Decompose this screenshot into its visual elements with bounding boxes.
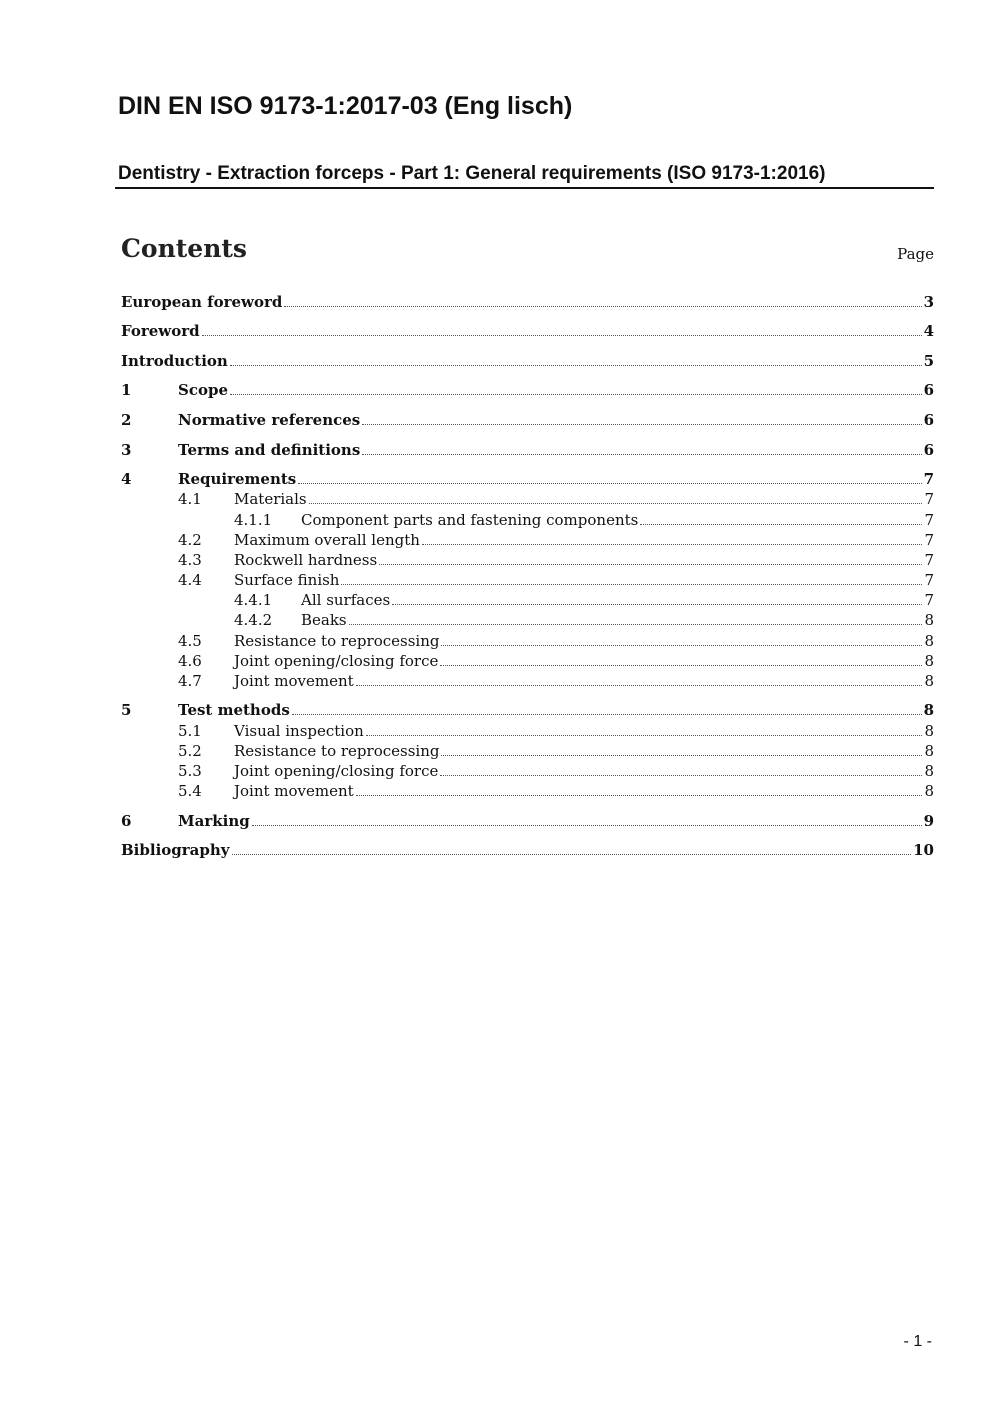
toc-entry-number: 4.1.1: [234, 511, 273, 529]
toc-entry-number: 4.4.2: [234, 611, 273, 629]
toc-leader: [440, 665, 922, 666]
toc-entry-label: Surface finish: [234, 571, 340, 589]
toc-entry[interactable]: [121, 511, 934, 531]
toc-entry-page: 7: [924, 490, 934, 508]
toc-entry-label: Materials: [234, 490, 307, 508]
toc-entry-label: All surfaces: [301, 591, 391, 609]
toc-leader: [230, 365, 922, 366]
toc-entry-number: 5.2: [178, 742, 202, 760]
toc-entry-page: 8: [923, 701, 934, 719]
toc-entry-number: 4.4: [178, 571, 202, 589]
toc-entry-number: 4.6: [178, 652, 202, 670]
toc-entry-number: 6: [121, 812, 132, 830]
toc-entry-number: 4.4.1: [234, 591, 273, 609]
toc-entry-label: Maximum overall length: [234, 531, 420, 549]
toc-entry-label: Joint opening/closing force: [234, 762, 439, 780]
toc-leader: [341, 584, 922, 585]
toc-entry[interactable]: [121, 490, 934, 510]
toc-entry[interactable]: [121, 611, 934, 631]
toc-entry-label: Joint movement: [234, 782, 354, 800]
toc-entry-page: 4: [923, 322, 934, 340]
toc-entry[interactable]: [121, 812, 934, 832]
toc-leader: [356, 685, 923, 686]
toc-entry[interactable]: [121, 632, 934, 652]
toc-entry-page: 8: [924, 742, 934, 760]
toc-leader: [230, 394, 922, 395]
toc-entry[interactable]: [121, 701, 934, 721]
toc-leader: [202, 335, 922, 336]
toc-leader: [284, 306, 921, 307]
document-title: DIN EN ISO 9173-1:2017-03 (Eng lisch): [118, 92, 573, 120]
toc-entry[interactable]: [121, 551, 934, 571]
toc-entry-number: 4.3: [178, 551, 202, 569]
toc-entry-label: Rockwell hardness: [234, 551, 378, 569]
toc-leader: [362, 424, 921, 425]
contents-heading: Contents: [121, 234, 248, 263]
toc-leader: [309, 503, 923, 504]
toc-entry-page: 5: [923, 352, 934, 370]
toc-entry-page: 7: [924, 591, 934, 609]
document-subtitle: Dentistry - Extraction forceps - Part 1: General requirements (ISO 9173-1:2016): [118, 163, 826, 184]
toc-entry-page: 8: [924, 611, 934, 629]
toc-leader: [392, 604, 922, 605]
toc-entry-page: 8: [924, 672, 934, 690]
toc-entry-label: Introduction: [121, 352, 228, 370]
toc-entry-label: Visual inspection: [234, 722, 364, 740]
toc-entry-page: 6: [923, 441, 934, 459]
toc-entry-label: Resistance to reprocessing: [234, 742, 440, 760]
toc-entry-label: European foreword: [121, 293, 283, 311]
toc-entry-page: 8: [924, 632, 934, 650]
toc-entry[interactable]: [121, 742, 934, 762]
toc-entry[interactable]: [121, 381, 934, 401]
title-divider: [115, 187, 934, 189]
toc-entry-label: Joint opening/closing force: [234, 652, 439, 670]
toc-entry-number: 2: [121, 411, 132, 429]
page-column-label: Page: [897, 245, 934, 263]
toc-entry-number: 4.7: [178, 672, 202, 690]
toc-entry-label: Scope: [178, 381, 229, 399]
toc-leader: [422, 544, 923, 545]
toc-entry[interactable]: [121, 762, 934, 782]
toc-entry[interactable]: [121, 672, 934, 692]
toc-leader: [640, 524, 922, 525]
toc-entry-page: 7: [924, 551, 934, 569]
toc-entry[interactable]: [121, 293, 934, 313]
toc-entry-label: Marking: [178, 812, 250, 830]
toc-leader: [292, 714, 922, 715]
toc-entry-page: 7: [924, 531, 934, 549]
toc-entry-number: 5: [121, 701, 132, 719]
toc-entry[interactable]: [121, 441, 934, 461]
toc-entry-number: 4: [121, 470, 132, 488]
toc-leader: [349, 624, 923, 625]
toc-entry-page: 8: [924, 722, 934, 740]
toc-entry-label: Joint movement: [234, 672, 354, 690]
toc-entry-number: 3: [121, 441, 132, 459]
toc-entry-number: 1: [121, 381, 132, 399]
toc-entry-page: 9: [923, 812, 934, 830]
toc-entry-number: 4.1: [178, 490, 202, 508]
toc-leader: [366, 735, 923, 736]
toc-entry[interactable]: [121, 782, 934, 802]
toc-entry[interactable]: [121, 470, 934, 490]
toc-leader: [362, 454, 921, 455]
toc-entry-page: 7: [924, 511, 934, 529]
toc-entry[interactable]: [121, 652, 934, 672]
page-number: - 1 -: [903, 1333, 932, 1350]
toc-entry-page: 7: [924, 571, 934, 589]
toc-entry-page: 6: [923, 411, 934, 429]
toc-entry[interactable]: [121, 571, 934, 591]
toc-entry-label: Terms and definitions: [178, 441, 361, 459]
toc-entry-label: Component parts and fastening components: [301, 511, 639, 529]
toc-entry-label: Normative references: [178, 411, 361, 429]
toc-entry[interactable]: [121, 352, 934, 372]
toc-entry-number: 4.5: [178, 632, 202, 650]
toc-entry-label: Test methods: [178, 701, 290, 719]
toc-entry[interactable]: [121, 722, 934, 742]
toc-entry-number: 5.3: [178, 762, 202, 780]
toc-entry-page: 3: [923, 293, 934, 311]
toc-entry-label: Beaks: [301, 611, 347, 629]
toc-entry-page: 8: [924, 782, 934, 800]
toc-entry-number: 4.2: [178, 531, 202, 549]
toc-entry-page: 10: [913, 841, 934, 859]
toc-entry-label: Resistance to reprocessing: [234, 632, 440, 650]
toc-leader: [441, 755, 922, 756]
toc-entry[interactable]: [121, 591, 934, 611]
toc-entry[interactable]: [121, 531, 934, 551]
toc-leader: [232, 854, 912, 855]
toc-entry[interactable]: [121, 841, 934, 861]
toc-entry-label: Bibliography: [121, 841, 230, 859]
toc-leader: [440, 775, 922, 776]
toc-entry-label: Requirements: [178, 470, 297, 488]
toc-entry-label: Foreword: [121, 322, 200, 340]
toc-entry-number: 5.4: [178, 782, 202, 800]
toc-entry-page: 7: [923, 470, 934, 488]
toc-entry[interactable]: [121, 322, 934, 342]
toc-leader: [252, 825, 922, 826]
toc-leader: [356, 795, 923, 796]
toc-leader: [298, 483, 921, 484]
toc-entry-page: 8: [924, 652, 934, 670]
toc-entry-number: 5.1: [178, 722, 202, 740]
toc-entry[interactable]: [121, 411, 934, 431]
toc-entry-page: 6: [923, 381, 934, 399]
toc-entry-page: 8: [924, 762, 934, 780]
toc-leader: [441, 645, 922, 646]
toc-leader: [379, 564, 922, 565]
